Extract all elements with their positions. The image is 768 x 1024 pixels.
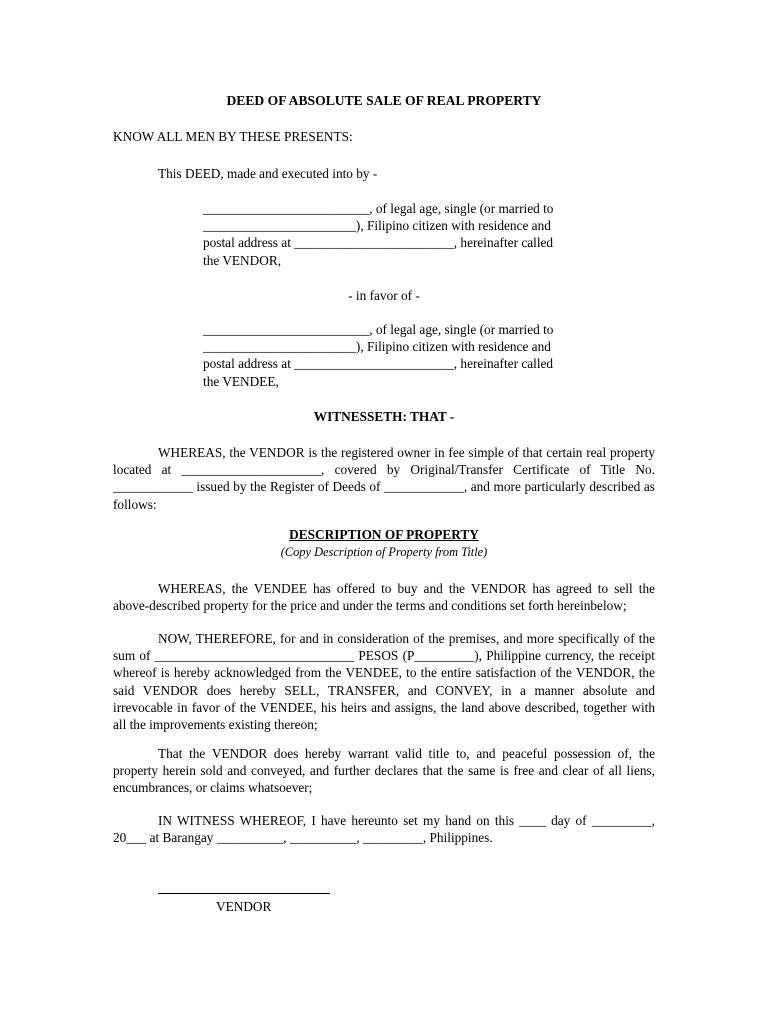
vendor-block <box>203 200 569 269</box>
vendee-line-1: _________________________, of legal age, single (or married to <box>203 322 554 337</box>
witnesseth-heading: WITNESSETH: THAT - <box>313 409 455 424</box>
vendee-line-4: the VENDEE, <box>203 373 279 389</box>
whereas-1-text: WHEREAS, the VENDOR is the registered owner in fee simple of that certain real property located at _____________________, covered by Original/Transfer Certificate of Title No. ____________ issued by the Register of Deeds of ____________, and more particularly described as follows: <box>113 445 655 512</box>
in-witness-paragraph <box>113 812 655 846</box>
vendor-line-4: the VENDOR, <box>203 252 282 268</box>
vendor-signature-label: VENDOR <box>216 899 272 914</box>
vendee-line-2: _______________________), Filipino citizen with residence and <box>203 339 551 355</box>
whereas-paragraph-2 <box>113 580 655 614</box>
description-note: (Copy Description of Property from Title) <box>280 545 488 559</box>
whereas-paragraph-1 <box>113 444 655 513</box>
now-therefore-paragraph <box>113 630 655 733</box>
warranty-text: That the VENDOR does hereby warrant valid title to, and peaceful possession of, the property herein sold and conveyed, and further declares that the same is free and clear of all liens, encumbrances, or claims whatsoever; <box>113 746 655 796</box>
description-heading: DESCRIPTION OF PROPERTY <box>289 527 479 542</box>
in-witness-text: IN WITNESS WHEREOF, I have hereunto set my hand on this ____ day of _________, 20___ at Barangay __________, __________, _________, Philippines. <box>113 813 655 846</box>
in-favor-of: - in favor of - <box>348 288 420 303</box>
vendee-block <box>203 321 569 390</box>
opening-phrase: KNOW ALL MEN BY THESE PRESENTS: <box>113 129 353 144</box>
intro-line: This DEED, made and executed into by - <box>158 166 378 181</box>
vendor-line-1: _________________________, of legal age, single (or married to <box>203 201 554 216</box>
document-title: DEED OF ABSOLUTE SALE OF REAL PROPERTY <box>226 93 542 108</box>
vendor-signature-line <box>158 893 330 894</box>
whereas-2-text: WHEREAS, the VENDEE has offered to buy and the VENDOR has agreed to sell the above-described property for the price and under the terms and conditions set forth hereinbelow; <box>113 581 655 614</box>
vendor-line-3: postal address at ________________________, hereinafter called <box>203 235 554 251</box>
vendor-line-2: _______________________), Filipino citizen with residence and <box>203 218 551 234</box>
warranty-paragraph <box>113 745 655 797</box>
now-therefore-text: NOW, THEREFORE, for and in consideration of the premises, and more specifically of the sum of ______________________________ PESOS (P_________), Philippine currency, the receipt whereof is hereby acknowledged from the VENDEE, to the entire satisfaction of the VENDOR, the said VENDOR does hereby SELL, TRANSFER, and CONVEY, in a manner absolute and irrevocable in favor of the VENDEE, his heirs and assigns, the land above described, together with all the improvements existing thereon; <box>113 631 655 733</box>
vendee-line-3: postal address at ________________________, hereinafter called <box>203 356 554 372</box>
